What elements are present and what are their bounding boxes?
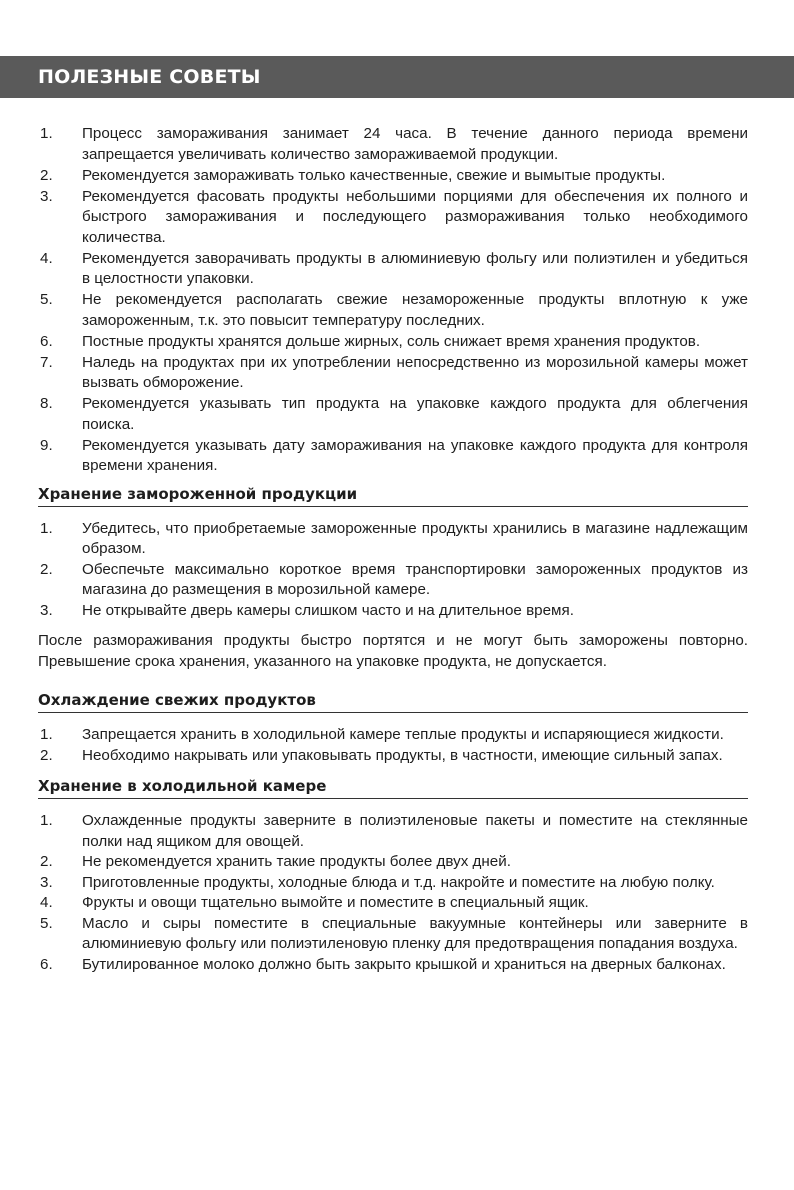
item-text: Бутилированное молоко должно быть закрыто крышкой и храниться на дверных балконах. xyxy=(82,955,726,973)
list-item xyxy=(38,290,748,331)
thawing-note: После размораживания продукты быстро портятся и не могут быть заморожены повторно. Превышение срока хранения, указанного на упаковке продукта, не допускается. xyxy=(38,632,748,670)
list-item xyxy=(38,124,748,165)
frozen-storage-list xyxy=(38,519,748,622)
list-item xyxy=(38,811,748,852)
item-text: Обеспечьте максимально короткое время транспортировки замороженных продуктов из магазина до размещения в морозильной камере. xyxy=(82,560,748,598)
section-heading-fridge-storage: Хранение в холодильной камере xyxy=(38,777,748,799)
item-text: Масло и сыры поместите в специальные вакуумные контейнеры или заверните в алюминиевую фольгу или полиэтиленовую пленку для предотвращения попадания воздуха. xyxy=(82,914,748,952)
item-text: Охлажденные продукты заверните в полиэтиленовые пакеты и поместите на стеклянные полки над ящиком для овощей. xyxy=(82,812,748,850)
list-item xyxy=(38,955,748,976)
list-item xyxy=(38,394,748,435)
item-number: 1. xyxy=(40,726,53,743)
fridge-storage-list xyxy=(38,811,748,975)
item-text: Запрещается хранить в холодильной камере теплые продукты и испаряющиеся жидкости. xyxy=(82,726,724,743)
item-number: 6. xyxy=(40,332,53,350)
item-number: 4. xyxy=(40,894,53,911)
list-item xyxy=(38,893,748,914)
item-text: Постные продукты хранятся дольше жирных, соль снижает время хранения продуктов. xyxy=(82,332,701,350)
item-text: Рекомендуется замораживать только качественные, свежие и вымытые продукты. xyxy=(82,166,666,184)
list-item xyxy=(38,353,748,394)
list-item xyxy=(38,852,748,873)
page-content xyxy=(38,124,748,975)
item-text: Фрукты и овощи тщательно вымойте и поместите в специальный ящик. xyxy=(82,894,589,911)
item-text: Необходимо накрывать или упаковывать продукты, в частности, имеющие сильный запах. xyxy=(82,746,723,764)
page-title: ПОЛЕЗНЫЕ СОВЕТЫ xyxy=(38,66,261,88)
list-item xyxy=(38,187,748,249)
item-number: 5. xyxy=(40,914,53,932)
item-text: Убедитесь, что приобретаемые замороженные продукты хранились в магазине надлежащим образом. xyxy=(82,519,748,557)
item-text: Рекомендуется указывать тип продукта на упаковке каждого продукта для облегчения поиска. xyxy=(82,395,748,433)
item-number: 2. xyxy=(40,853,53,870)
item-number: 1. xyxy=(40,812,53,829)
section-heading-frozen-storage: Хранение замороженной продукции xyxy=(38,485,748,507)
item-number: 1. xyxy=(40,519,53,537)
item-number: 2. xyxy=(40,166,53,184)
item-number: 6. xyxy=(40,955,53,973)
list-item xyxy=(38,873,748,894)
item-number: 9. xyxy=(40,436,53,454)
list-item xyxy=(38,249,748,290)
item-text: Не рекомендуется хранить такие продукты более двух дней. xyxy=(82,853,511,870)
section-banner xyxy=(0,56,794,98)
list-item xyxy=(38,166,748,187)
list-item xyxy=(38,601,748,622)
list-item xyxy=(38,725,748,746)
item-text: Не открывайте дверь камеры слишком часто и на длительное время. xyxy=(82,601,574,619)
list-item xyxy=(38,436,748,477)
list-item xyxy=(38,519,748,560)
list-item xyxy=(38,560,748,601)
item-number: 7. xyxy=(40,353,53,371)
list-item xyxy=(38,332,748,353)
item-number: 3. xyxy=(40,873,53,891)
fresh-cooling-list xyxy=(38,725,748,766)
item-number: 2. xyxy=(40,560,53,578)
list-item xyxy=(38,914,748,955)
item-text: Рекомендуется фасовать продукты небольшими порциями для обеспечения их полного и быстрого замораживания и последующего размораживания только необходимого количества. xyxy=(82,187,748,246)
item-text: Рекомендуется указывать дату замораживания на упаковке каждого продукта для контроля времени хранения. xyxy=(82,436,748,474)
item-text: Процесс замораживания занимает 24 часа. В течение данного периода времени запрещается увеличивать количество замораживаемой продукции. xyxy=(82,125,748,163)
item-number: 3. xyxy=(40,601,53,619)
item-number: 1. xyxy=(40,125,53,142)
item-text: Рекомендуется заворачивать продукты в алюминиевую фольгу или полиэтилен и убедиться в целостности упаковки. xyxy=(82,249,748,287)
item-number: 2. xyxy=(40,746,53,764)
item-text: Приготовленные продукты, холодные блюда и т.д. накройте и поместите на любую полку. xyxy=(82,873,715,891)
item-text: Наледь на продуктах при их употреблении непосредственно из морозильной камеры может вызвать обморожение. xyxy=(82,353,748,391)
item-number: 3. xyxy=(40,187,53,205)
item-text: Не рекомендуется располагать свежие незамороженные продукты вплотную к уже замороженным, т.к. это повысит температуру последних. xyxy=(82,291,748,329)
list-item xyxy=(38,746,748,767)
tips-list xyxy=(38,124,748,477)
section-heading-fresh-cooling: Охлаждение свежих продуктов xyxy=(38,691,748,713)
item-number: 5. xyxy=(40,291,53,308)
item-number: 8. xyxy=(40,395,53,412)
item-number: 4. xyxy=(40,249,53,267)
